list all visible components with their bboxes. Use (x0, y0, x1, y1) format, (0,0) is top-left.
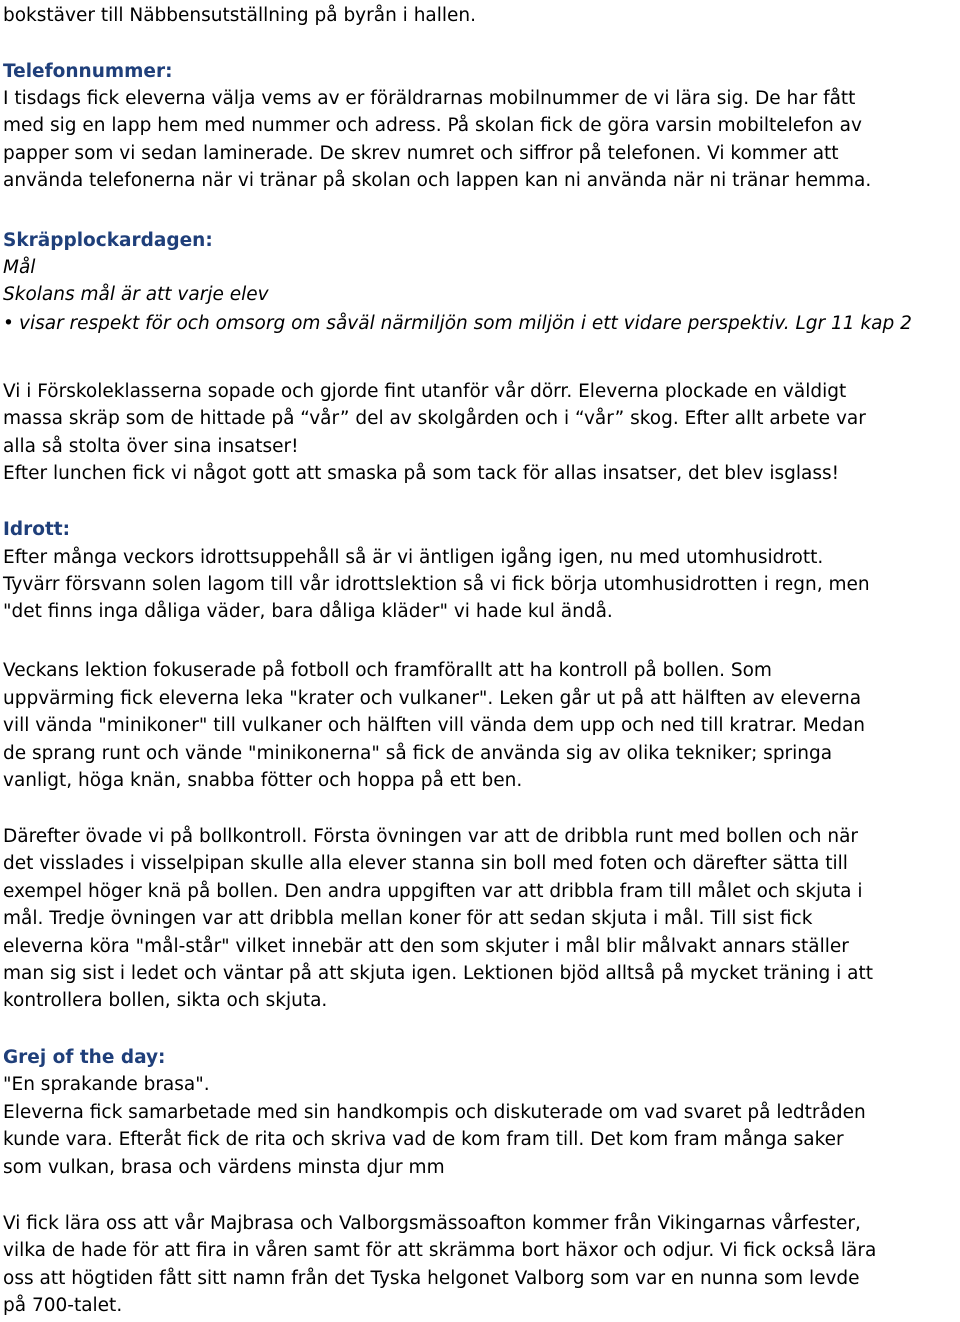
paragraph-line: på 700-talet. (3, 1295, 123, 1316)
section-heading-skrapplockardagen: Skräpplockardagen: (3, 230, 213, 251)
paragraph-line: uppvärming fick eleverna leka "krater och vulkaner". Leken går ut på att hälften av eleverna (3, 688, 862, 709)
paragraph-line: Eleverna fick samarbetade med sin handkompis och diskuterade om vad svaret på ledtråden (3, 1102, 866, 1123)
paragraph-line: man sig sist i ledet och väntar på att skjuta igen. Lektionen bjöd alltså på mycket träning i att (3, 963, 874, 984)
goal-bullet-item (3, 310, 912, 337)
paragraph-line: Därefter övade vi på bollkontroll. Första övningen var att de dribbla runt med bollen och när (3, 826, 859, 847)
paragraph-line: massa skräp som de hittade på “vår” del av skolgården och i “vår” skog. Efter allt arbete var (3, 408, 866, 429)
section-heading-telefonnummer: Telefonnummer: (3, 61, 173, 82)
goal-label: Mål (3, 257, 36, 278)
paragraph-line: kunde vara. Efteråt fick de rita och skriva vad de kom fram till. Det kom fram många saker (3, 1129, 844, 1150)
paragraph-line: använda telefonerna när vi tränar på skolan och lappen kan ni använda när ni tränar hemma. (3, 170, 872, 191)
paragraph-line: Vi fick lära oss att vår Majbrasa och Valborgsmässoafton kommer från Vikingarnas vårfester, (3, 1213, 861, 1234)
bullet-icon: • (3, 313, 14, 334)
paragraph-line: "En sprakande brasa". (3, 1074, 210, 1095)
paragraph-line: vill vända "minikoner" till vulkaner och hälften vill vända dem upp och ned till kratrar. Medan (3, 715, 866, 736)
paragraph-line: oss att högtiden fått sitt namn från det Tyska helgonet Valborg som var en nunna som levde (3, 1268, 860, 1289)
paragraph-line: Tyvärr försvann solen lagom till vår idrottslektion så vi fick börja utomhusidrotten i regn, men (3, 574, 870, 595)
paragraph-line: alla så stolta över sina insatser! (3, 436, 299, 457)
curriculum-reference: Lgr 11 kap 2 (789, 313, 912, 334)
intro-text: bokstäver till Näbbensutställning på byrån i hallen. (3, 5, 477, 26)
paragraph-line: "det finns inga dåliga väder, bara dåliga kläder" vi hade kul ändå. (3, 601, 613, 622)
paragraph-line: som vulkan, brasa och värdens minsta djur mm (3, 1157, 445, 1178)
paragraph-line: vanligt, höga knän, snabba fötter och hoppa på ett ben. (3, 770, 523, 791)
paragraph-line: det visslades i visselpipan skulle alla elever stanna sin boll med foten och därefter sätta till (3, 853, 848, 874)
goal-intro: Skolans mål är att varje elev (3, 284, 269, 305)
section-heading-grej-of-the-day: Grej of the day: (3, 1047, 166, 1068)
paragraph-line: papper som vi sedan laminerade. De skrev numret och siffror på telefonen. Vi kommer att (3, 143, 839, 164)
paragraph-line: vilka de hade för att fira in våren samt för att skrämma bort häxor och odjur. Vi fick också lära (3, 1240, 877, 1261)
section-heading-idrott: Idrott: (3, 519, 71, 540)
goal-bullet-text: visar respekt för och omsorg om såväl närmiljön som miljön i ett vidare perspektiv. (19, 313, 790, 334)
paragraph-line: kontrollera bollen, sikta och skjuta. (3, 990, 328, 1011)
paragraph-line: de sprang runt och vände "minikonerna" så fick de använda sig av olika tekniker; springa (3, 743, 833, 764)
paragraph-line: Efter lunchen fick vi något gott att smaska på som tack för allas insatser, det blev isglass! (3, 463, 840, 484)
paragraph-line: eleverna köra "mål-står" vilket innebär att den som skjuter i mål blir målvakt annars ställer (3, 936, 849, 957)
paragraph-line: Vi i Förskoleklasserna sopade och gjorde fint utanför vår dörr. Eleverna plockade en väldigt (3, 381, 847, 402)
paragraph-line: Efter många veckors idrottsuppehåll så är vi äntligen igång igen, nu med utomhusidrott. (3, 547, 824, 568)
paragraph-line: Veckans lektion fokuserade på fotboll och framförallt att ha kontroll på bollen. Som (3, 660, 772, 681)
paragraph-line: mål. Tredje övningen var att dribbla mellan koner för att sedan skjuta i mål. Till sist fick (3, 908, 813, 929)
paragraph-line: med sig en lapp hem med nummer och adress. På skolan fick de göra varsin mobiltelefon av (3, 115, 862, 136)
paragraph-line: I tisdags fick eleverna välja vems av er föräldrarnas mobilnummer de vi lära sig. De har fått (3, 88, 856, 109)
paragraph-line: exempel höger knä på bollen. Den andra uppgiften var att dribbla fram till målet och skjuta i (3, 881, 863, 902)
